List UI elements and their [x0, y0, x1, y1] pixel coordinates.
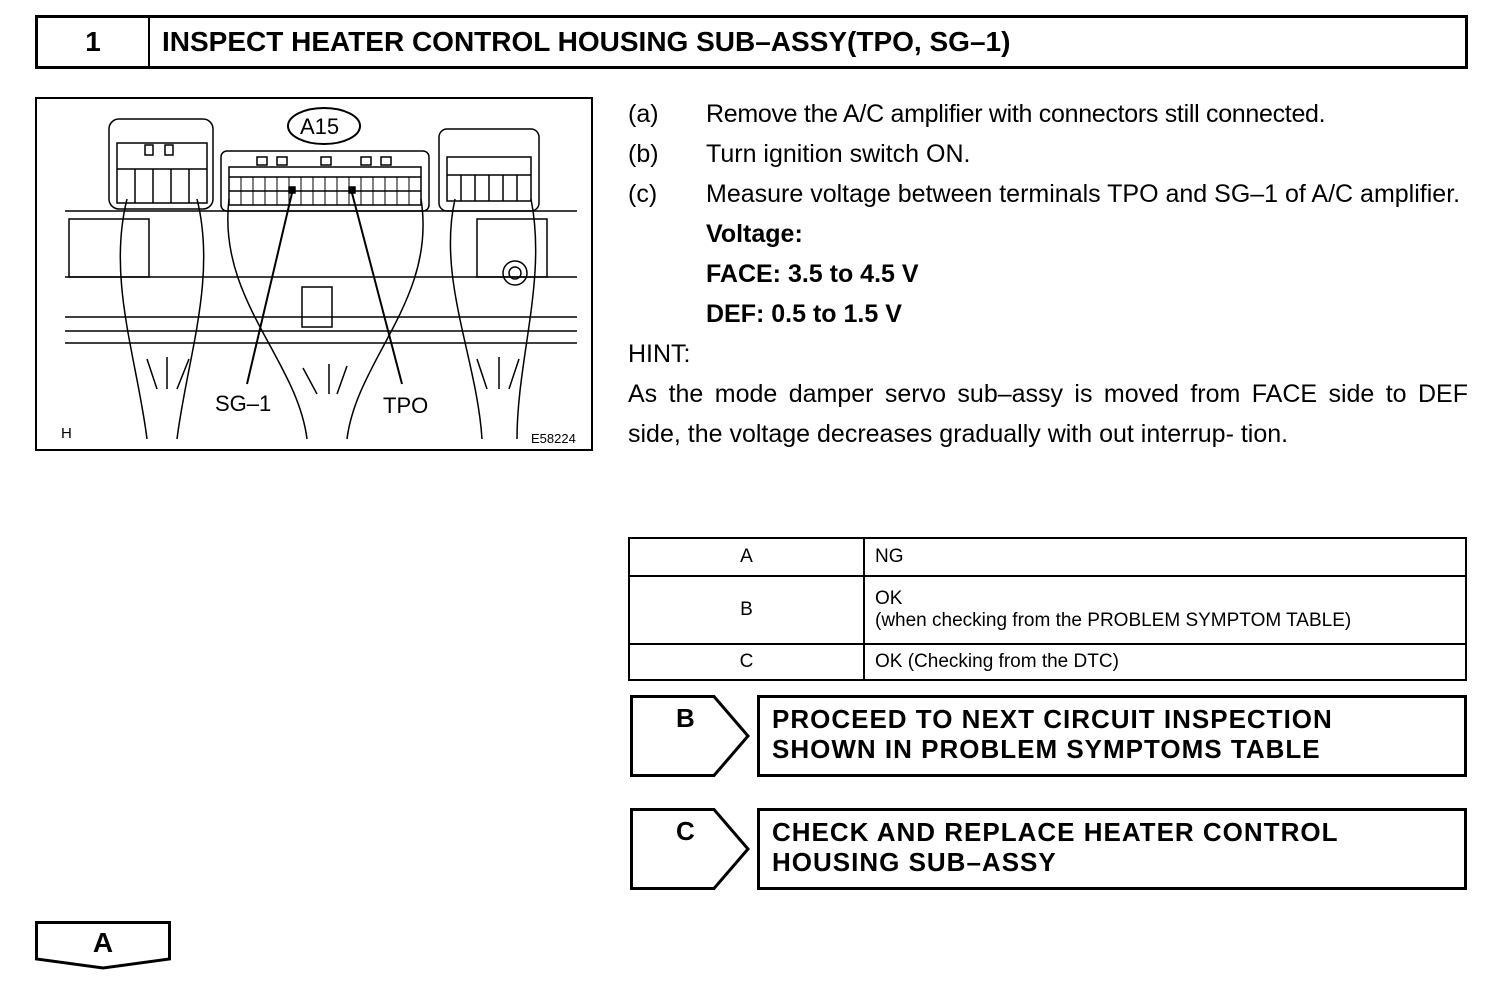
step-item — [628, 94, 1468, 134]
branch-action-line: SHOWN IN PROBLEM SYMPTOMS TABLE — [772, 734, 1321, 764]
branch-action — [757, 808, 1467, 890]
result-value-text: OK (Checking from the DTC) — [875, 651, 1119, 672]
table-row — [629, 576, 1466, 644]
hint-label: HINT: — [628, 340, 691, 368]
spec-heading: Voltage: — [706, 220, 803, 248]
spec-face: FACE: 3.5 to 4.5 V — [706, 260, 919, 288]
step-text: Remove the A/C amplifier with connectors still connected. — [706, 100, 1326, 128]
branch-arrow-icon — [630, 808, 760, 890]
hint-text: As the mode damper servo sub–assy is moved from FACE side to DEF side, the voltage decreases gradually with out interrup- tion. — [628, 380, 1468, 448]
figure-corner-code: H — [61, 425, 72, 442]
table-row — [629, 538, 1466, 576]
result-value — [864, 576, 1466, 644]
next-step-key: A — [92, 927, 114, 958]
connector-drawing — [37, 99, 591, 449]
branch-c — [630, 808, 1467, 890]
procedure-steps — [628, 94, 1468, 454]
step-label: (a) — [628, 100, 659, 128]
result-value-text: NG — [875, 546, 904, 567]
table-row — [629, 644, 1466, 680]
result-value-text: OK — [875, 588, 903, 609]
terminal-label-tpo: TPO — [383, 393, 429, 418]
branch-key: C — [676, 816, 695, 846]
result-table — [628, 537, 1467, 681]
step-item — [628, 174, 1468, 214]
result-value-note: (when checking from the PROBLEM SYMPTOM TABLE) — [875, 610, 1352, 631]
step-label: (c) — [628, 180, 658, 208]
step-item — [628, 134, 1468, 174]
branch-arrow-icon — [630, 695, 760, 777]
step-number: 1 — [38, 18, 150, 66]
branch-action-line: HOUSING SUB–ASSY — [772, 847, 1057, 877]
next-step-a — [35, 921, 171, 969]
terminal-label-sg1: SG–1 — [215, 391, 272, 416]
branch-action — [757, 695, 1467, 777]
step-header — [35, 15, 1468, 69]
branch-action-line: PROCEED TO NEXT CIRCUIT INSPECTION — [772, 704, 1333, 734]
branch-action-line: CHECK AND REPLACE HEATER CONTROL — [772, 817, 1339, 847]
branch-b — [630, 695, 1467, 777]
result-key: B — [629, 576, 864, 644]
result-value — [864, 644, 1466, 680]
connector-label: A15 — [300, 114, 340, 139]
connector-illustration — [35, 97, 593, 451]
result-key: C — [629, 644, 864, 680]
result-value — [864, 538, 1466, 576]
step-label: (b) — [628, 140, 659, 168]
step-text: Turn ignition switch ON. — [706, 140, 971, 168]
step-text: Measure voltage between terminals TPO and SG–1 of A/C amplifier. — [706, 180, 1461, 208]
step-title: INSPECT HEATER CONTROL HOUSING SUB–ASSY(TPO, SG–1) — [162, 26, 1011, 57]
spec-def: DEF: 0.5 to 1.5 V — [706, 300, 902, 328]
branch-key: B — [676, 703, 695, 733]
result-key: A — [629, 538, 864, 576]
figure-id: E58224 — [531, 431, 576, 446]
